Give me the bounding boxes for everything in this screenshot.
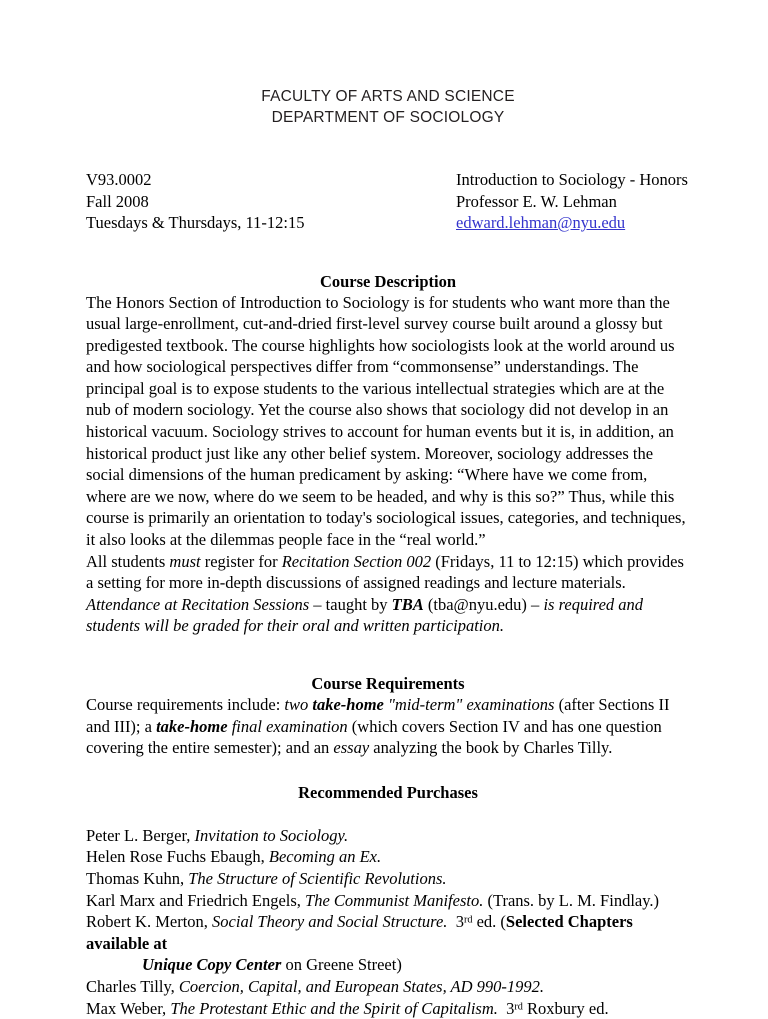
book-edition-number: 3 — [455, 912, 464, 932]
list-item — [86, 868, 690, 890]
req-text-1: Course requirements include: — [86, 695, 285, 714]
course-info-row-1 — [86, 169, 690, 191]
list-item — [86, 911, 690, 954]
recitation-must: must — [169, 551, 201, 571]
book-author: Robert K. Merton, — [86, 912, 213, 932]
req-take-home-2: take-home — [156, 716, 228, 736]
book-note: (Trans. by L. M. Findlay.) — [483, 890, 660, 910]
course-title: Introduction to Sociology - Honors — [456, 170, 688, 189]
course-requirements-paragraph — [86, 694, 690, 759]
book-author: Max Weber, — [86, 998, 171, 1018]
req-two: two — [284, 695, 313, 714]
recitation-paragraph — [86, 551, 690, 637]
book-title: The Communist Manifesto. — [305, 890, 484, 910]
list-item — [86, 825, 690, 847]
book-title: Social Theory and Social Structure. — [212, 912, 448, 932]
list-item — [86, 998, 690, 1019]
recitation-tba: TBA — [391, 594, 424, 614]
heading-course-description: Course Description — [319, 271, 457, 291]
book-title: Invitation to Sociology. — [194, 825, 349, 845]
req-final-exam: final examination — [227, 716, 348, 736]
req-text-8: (which covers Section IV and has one question covering the entire semester); and an — [86, 716, 662, 758]
recitation-text-5: (Fridays, 11 to 12:15) which provides a setting for more in-depth discussions of assigned readings and lecture materials. — [86, 551, 684, 593]
book-edition-rest: Roxbury ed. — [522, 998, 609, 1018]
recitation-text-1: All students — [86, 551, 170, 571]
req-take-home-1: take-home — [312, 695, 384, 714]
list-item-continuation — [86, 954, 690, 976]
heading-course-requirements: Course Requirements — [311, 674, 465, 693]
recitation-section-name: Recitation Section 002 — [281, 551, 432, 571]
department-line: DEPARTMENT OF SOCIOLOGY — [271, 109, 505, 126]
course-term: Fall 2008 — [86, 191, 149, 211]
book-author: Karl Marx and Friedrich Engels, — [86, 890, 306, 910]
req-midterm-exams: "mid-term" examinations — [383, 695, 555, 714]
book-availability-note: Selected Chapters available at — [86, 912, 633, 953]
copy-center-name: Unique Copy Center — [142, 955, 282, 975]
course-info-row-3 — [86, 212, 690, 234]
faculty-line: FACULTY OF ARTS AND SCIENCE — [261, 88, 515, 105]
req-text-10: analyzing the book by Charles Tilly. — [369, 738, 613, 758]
book-author: Helen Rose Fuchs Ebaugh, — [86, 847, 269, 867]
course-description-paragraph: The Honors Section of Introduction to Sociology is for students who want more than the usual large-enrollment, cut-and-dried first-level survey course built around a glossy but predigested textbook. The course highlights how sociologists look at the world around us and how sociological perspectives differ from “commonsense” understandings. The principal goal is to expose students to the various intellectual strategies which are at the nub of modern sociology. Yet the course also shows that sociology did not develop in an historical vacuum. Sociology strives to account for human events but it is, in addition, an historical product just like any other belief system. Moreover, sociology addresses the social dimensions of the human predicament by asking: “Where have we come from, where are we now, where do we seem to be headed, and why is this so?” Thus, while this course is primarily an orientation to today's sociological issues, categories, and techniques, it also looks at the dilemmas people face in the “real world.” — [86, 292, 686, 550]
book-author: Thomas Kuhn, — [86, 868, 189, 888]
list-item — [86, 846, 690, 868]
book-title: Becoming an Ex. — [268, 847, 382, 867]
instructor-name: Professor E. W. Lehman — [456, 191, 617, 211]
recommended-books-list — [86, 825, 690, 1019]
course-info-row-2 — [86, 191, 690, 213]
list-item — [86, 976, 690, 998]
book-edition-ordinal-suffix: rd — [463, 914, 473, 926]
instructor-email-link[interactable]: edward.lehman@nyu.edu — [456, 213, 626, 232]
course-number: V93.0002 — [86, 170, 152, 189]
book-edition-number: 3 — [506, 998, 515, 1018]
copy-center-location: on Greene Street) — [281, 955, 402, 975]
heading-recommended-purchases: Recommended Purchases — [298, 782, 478, 802]
recitation-text-3: register for — [200, 551, 282, 571]
book-title: The Protestant Ethic and the Spirit of Capitalism. — [170, 998, 498, 1018]
course-info-block — [86, 169, 690, 234]
recitation-text-7: – taught by — [313, 594, 392, 614]
book-edition-rest: ed. ( — [472, 912, 506, 932]
institution-header — [86, 86, 690, 128]
book-edition-ordinal-suffix: rd — [514, 1001, 523, 1013]
book-author: Peter L. Berger, — [86, 825, 195, 845]
recitation-tba-email: (tba@nyu.edu) – — [423, 594, 544, 614]
recitation-requirement-phrase: is required and students will be graded for their oral and written participation. — [86, 594, 644, 636]
book-author: Charles Tilly, — [86, 976, 179, 996]
list-item — [86, 890, 690, 912]
book-title: Coercion, Capital, and European States, AD 990-1992. — [178, 976, 545, 996]
req-text-5: (after Sections II and III); a — [86, 695, 670, 736]
meeting-times: Tuesdays & Thursdays, 11-12:15 — [86, 213, 305, 232]
recitation-attendance-phrase: Attendance at Recitation Sessions — [86, 594, 314, 614]
req-essay: essay — [333, 738, 370, 758]
book-title: The Structure of Scientific Revolutions. — [188, 868, 447, 888]
